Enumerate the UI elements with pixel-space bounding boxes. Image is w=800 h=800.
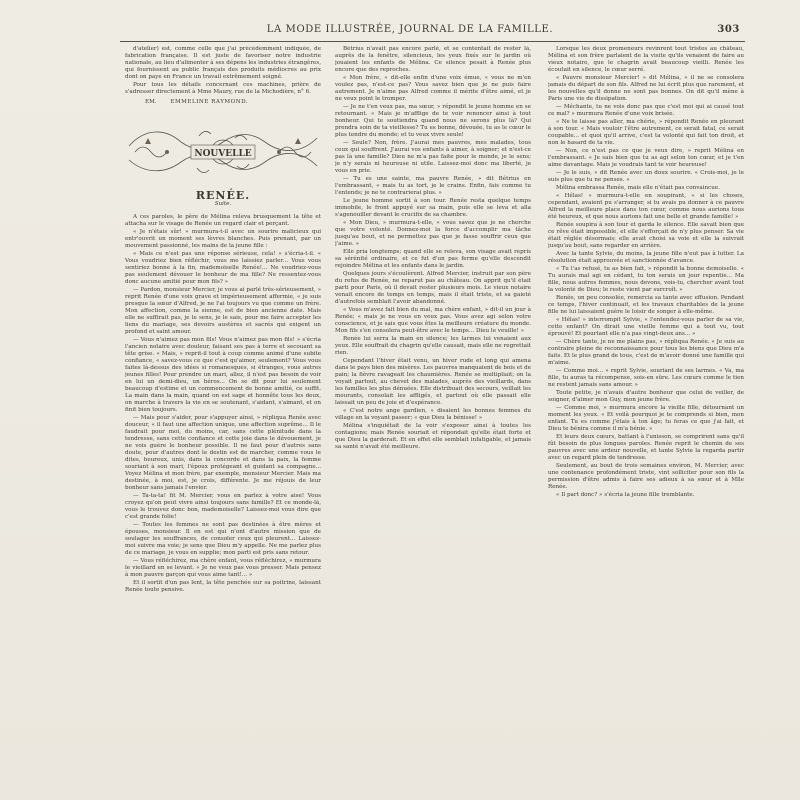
paragraph: Renée soupira à son tour et garda le silence. Elle savait bien que ce rêve était impossible, et elle s'efforçait de n'y plus penser. Sa vie était réglée désormais; elle avait choisi sa voie et elle la suivrait jusqu'au bout, sans regarder en arrière. <box>548 222 744 249</box>
column-3 <box>548 46 744 786</box>
paragraph: Avec la tante Sylvie, du moins, la jeune fille n'eut pas à lutter. La résolution était approuvée et sanctionnée d'avance. <box>548 251 744 264</box>
paragraph: — Mais pour s'aider, pour s'appuyer ainsi, » répliqua Renée avec douceur, « il faut une affection unique, une affection suprême... Il le faudrait pour moi, du moins, car, sans cette plénitude dans la tendresse, sans cette confiance et cette joie dans le dévouement, je ne vois guère le bonheur possible. Il ne faut pour d'autres sans doute, pour d'autres dont le destin est de marcher, comme vous le dites, heureux, unis, dans la concorde et dans la paix, la femme souriant à son mari, l'époux protégeant et guidant sa compagne... Voyez Mélina et mon frère, par exemple, monsieur Mercier. Mais ma destinée, à moi, est, je crois, différente. Je me réjouis de leur bonheur sans jamais l'envier. <box>125 415 321 491</box>
column-fade <box>335 776 531 786</box>
signoff-initials: EM. <box>145 99 157 105</box>
paragraph: Mélina embrassa Renée, mais elle n'était pas convaincue. <box>556 185 720 191</box>
paragraph: Lorsque les deux promeneurs revinrent tout tristes au château, Mélina et son frère parlaient de la visite qu'ils venaient de faire au vieux notaire, que le chagrin avait beaucoup vieilli. Renée les écoutait en silence, le cœur serré. <box>548 46 744 73</box>
paragraph: Toute petite, je n'avais d'autre bonheur que celui de veiller, de soigner, d'aimer mon Guy, mon jeune frère. <box>548 390 744 403</box>
paragraph: Le jeune homme sortit à son tour. Renée resta quelque temps immobile, le front appuyé sur sa main, puis elle se leva et alla s'agenouiller devant le crucifix de sa chambre. <box>335 198 531 218</box>
journal-title: LA MODE ILLUSTRÉE, JOURNAL DE LA FAMILLE. <box>266 24 554 35</box>
banner-label: NOUVELLE <box>194 149 252 159</box>
column-2 <box>335 46 531 786</box>
paragraph: Bétrius n'avait pas encore parlé, et se contentait de rester là, auprès de la fenêtre, silencieux, les yeux fixés sur le jardin où jouaient les enfants de Mélina. Ce silence pesait à Renée plus encore que des reproches. <box>335 46 531 73</box>
ornament-banner-icon <box>125 116 321 186</box>
header-rule <box>120 41 745 42</box>
paragraph: — Chère tante, je ne me plains pas, » répliqua Renée. « Je suis au contraire pleine de reconnaissance pour tous les biens que Dieu m'a faits. Et le plus grand de tous, c'est de m'avoir donné une famille qui m'aime. <box>548 339 744 366</box>
paragraph: d'atelier) est, comme celle que j'ai précédemment indiquée, de fabrication française. Il est juste de favoriser notre industrie nationale, au lieu d'alimenter à ses dépens les industries étrangères, qui fournissent au public français des produits médiocres au prix dont on paye en France un travail extrêmement soigné. <box>125 46 321 80</box>
paragraph: Et il sortit d'un pas lent, la tête penchée sur sa poitrine, laissant Renée toute pensive. <box>125 580 321 593</box>
paragraph: « Tu l'as refusé, tu as bien fait, » répondit la bonne demoiselle. « Tu aurais mal agi en cédant, tu ton serais un jour repentie... Ma fille, nous autres femmes, nous devons, vois-tu, chercher avant tout la volonté de Dieu; le reste vient par surcroît. » <box>548 266 744 293</box>
paragraph: Et leurs deux cœurs, battant à l'unisson, se comprirent sans qu'il fût besoin de plus longues paroles. Renée reprit le chemin de ses pauvres avec une ardeur nouvelle, et tante Sylvie la regarda partir avec un regard plein de tendresse. <box>548 434 744 461</box>
signoff <box>125 99 321 106</box>
story-title: RENÉE. <box>195 189 251 202</box>
paragraph: « Hélas! » interrompit Sylvie, « l'entendez-vous parler de sa vie, cette enfant? On dirait une vieille femme qui a tout vu, tout éprouvé! Et pourtant elle n'a pas vingt-deux ans... » <box>548 317 744 337</box>
column-fade <box>548 776 744 786</box>
paragraph: Cependant l'hiver était venu, un hiver rude et long qui amena dans le pays bien des misères. Les pauvres manquaient de bois et de pain; la fièvre ravageait les chaumières. Renée se multipliait; on la voyait partout, au chevet des malades, auprès des vieillards, dans les familles les plus dénuées. Elle distribuait des secours, veillait les mourants, consolait les affligés, et partout où elle passait elle laissait un peu de joie et d'espérance. <box>335 358 531 406</box>
running-head <box>120 24 740 40</box>
paragraph: — Méchante, tu ne vois donc pas que c'est moi qui ai causé tout ce mal? » murmura Renée d'une voix brisée. <box>548 104 744 117</box>
paragraph: Mélina s'inquiétait de la voir s'exposer ainsi à toutes les contagions; mais Renée souriait et répondait qu'elle était forte et que Dieu la garderait. Et en effet elle semblait infatigable, et jamais sa santé n'avait été meilleure. <box>335 423 531 450</box>
paragraph: « Mais ce n'est pas une réponse sérieuse, cela! » s'écria-t-il. « Vous voudriez bien réfléchir, vous me laissiez parler... Vous vous sentiriez bonne à la fin, mademoiselle Renée!... Ne voudriez-vous pas seulement dévouer le bonheur de ma fille? Ne ressentez-vous donc aucune amitié pour mon fils? » <box>125 251 321 285</box>
column-fade <box>125 776 321 786</box>
paragraph: — Vous n'aimez pas mon fils! Vous n'aimez pas mon fils! » s'écria l'ancien notaire avec douleur, faisant ses pas à terre et secouant sa tête grise. « Mais, » reprit-il tout à coup comme animé d'une subite confiance, « savez-vous ce que c'est qu'aimer, seulement? Vous vous faites là-dessus des idées si romanesques, si étranges, vous autres jeunes filles! Pour prendre un mari, allez, il n'est pas besoin de voir en lui un demi-dieu, un héros... On se dit pour lui seulement beaucoup d'estime et un commencement de bonne amitié, ce suffit. La main dans la main, quand on est sage et honnête tous les deux, on marche à travers la vie en se soutenant, s'aidant, s'aimant, et on finit bien toujours. <box>125 337 321 413</box>
paragraph: Elle pria longtemps; quand elle se releva, son visage avait repris sa sérénité ordinaire, et ce fut d'un pas ferme qu'elle descendit rejoindre Mélina et les enfants dans le jardin. <box>335 249 531 269</box>
paragraph: — Vous réfléchirez, ma chère enfant, vous réfléchirez, » murmura le vieillard en se levant. « Je ne veux pas vous presser. Mais pensez à mon pauvre garçon qui vous aime tant!... » <box>125 558 321 578</box>
paragraph: « Mon Dieu, » murmura-t-elle, « vous savez que je ne cherche que votre volonté. Donnez-moi la force d'accomplir ma tâche jusqu'au bout, et ne permettez pas que je fasse souffrir ceux que j'aime. » <box>335 220 531 247</box>
paragraph: « Ne te laisse pas aller, ma chérie, » répondit Renée en pleurant à son tour. « Mais vouloir l'être autrement, ce serait fatal, ce serait coupable... et quoi qu'il arrive, c'est ta volonté qui fait ton droit, et non le hasard de ta vie. <box>548 119 744 146</box>
paragraph: — Comme moi, » murmura encore la vieille fille, détournant un moment les yeux. « Et voilà pourquoi je te comprends si bien, mon enfant. Tu es comme j'étais à ton âge; tu feras ce que j'ai fait, et Dieu te bénira comme il m'a bénie. » <box>548 405 744 432</box>
story-subtitle: Suite. <box>214 201 232 207</box>
paragraph: « Il part donc? » s'écria la jeune fille tremblante. <box>556 492 695 498</box>
paragraph: Renée, un peu consolée, remercia sa tante avec effusion. Pendant ce temps, l'hiver continuait, et les travaux charitables de la jeune fille ne lui laissaient guère le loisir de songer à elle-même. <box>548 295 744 315</box>
column-1 <box>125 46 321 786</box>
paragraph: A ces paroles, le père de Mélina releva brusquement la tête et attacha sur le visage de Renée un regard clair et perçant. <box>125 214 321 227</box>
signoff-author: EMMELINE RAYMOND. <box>170 99 249 105</box>
paragraph: « Je n'étais sûr! » murmura-t-il avec un sourire malicieux qui entr'ouvrit un moment ses lèvres blanches. Puis prenant, par un mouvement passionné, les mains de la jeune fille : <box>125 229 321 249</box>
paragraph: Quelques jours s'écoulèrent. Alfred Mercier, instruit par son père du refus de Renée, ne reparut pas au château. On apprit qu'il était parti pour Paris, où il devait rester plusieurs mois. Le vieux notaire venait encore de temps en temps, mais il était triste, et sa gaieté d'autrefois semblait l'avoir abandonné. <box>335 271 531 305</box>
paragraph: « C'est notre ange gardien, » disaient les bonnes femmes du village en la voyant passer; « que Dieu la bénisse! » <box>335 408 531 421</box>
paragraph: « Hélas! » murmura-t-elle en soupirant, « si les choses, cependant, avaient pu s'arranger, si tu avais pu donner à ce pauvre Alfred la meilleure place dans ton cœur, comme nous aurions tous été heureux, et que nous aurions fait une belle et grande famille! » <box>548 193 744 220</box>
paragraph: — Comme moi... » reprit Sylvie, souriant de ses larmes. « Va, ma fille, tu auras ta récompense, sois-en sûre. Les cœurs comme le tien ne restent jamais sans amour. » <box>548 368 744 388</box>
paragraph: — Je ne t'en veux pas, ma sœur, » répondit le jeune homme en se retournant. « Mais je m'afflige de te voir renoncer ainsi à tout bonheur. Qui te soutiendra quand nous ne serons plus là? Qui prendra soin de ta vieillesse? Tu es bonne, dévouée, tu as le cœur le plus tendre du monde; et tu veux vivre seule! <box>335 104 531 138</box>
paragraph: — Pardon, monsieur Mercier, je vous ai parlé très-sérieusement, » reprit Renée d'une voix grave et impérieusement affermie, « je suis presque la sœur d'Alfred, je ne l'ai toujours vu que comme un frère. Mon affection, comme la sienne, est de bien ancienne date. Mais elle ne suffirait pas, je le sens, je le sais, pour me faire accepter les liens du mariage, ses devoirs austères et sacrés qui exigent un profond et saint amour. <box>125 287 321 335</box>
paragraph: — Ta-ta-ta! fit M. Mercier, vous en parlez à votre aise! Vous croyez qu'on peut vivre ainsi toujours sans famille? Et ce monde-là, vous le trouvez donc bon, mademoiselle? Laissez-moi vous dire que c'est grande folie! <box>125 493 321 520</box>
paragraph: — Je le suis, » dit Renée avec un doux sourire. « Crois-moi, je le suis plus que tu ne penses. » <box>548 170 744 183</box>
paragraph: Pour tous les détails concernant ces machines, prière de s'adresser directement à Mme Maury, rue de la Michodière, n° 6. <box>125 82 321 95</box>
page-number: 303 <box>717 24 740 35</box>
paragraph: — Tu es une sainte, ma pauvre Renée, » dit Bétrius en l'embrassant, « mais tu as tort, je le crains. Enfin, fais comme tu l'entends; je ne te contrarierai plus. » <box>335 176 531 196</box>
paragraph: Seulement, au bout de trois semaines environ, M. Mercier, avec une contenance profondément triste, vint solliciter pour son fils la permission d'être admis à faire ses adieux à sa sœur et à Mlle Renée. <box>548 463 744 490</box>
paragraph: — Seule? Non, frère. J'aurai mes pauvres, mes malades, tous ceux qui souffrent. J'aurai vos enfants à aimer, à soigner; et n'est-ce pas là une famille? Dieu ne m'a pas faite pour le monde, je le sens; je n'y serais ni heureuse ni utile. Laissez-moi donc ma liberté, je vous en prie. <box>335 140 531 174</box>
paragraph: Renée lui serra la main en silence; les larmes lui venaient aux yeux. Elle souffrait du chagrin qu'elle causait, mais elle ne regrettait rien. <box>335 336 531 356</box>
paragraph: — Non, ce n'est pas ce que je veux dire, » reprit Mélina en l'embrassant. « Je sais bien que tu as agi selon ton cœur, et je t'en aime davantage. Mais je voudrais tant te voir heureuse! <box>548 148 744 168</box>
paragraph: « Vous m'avez fait bien du mal, ma chère enfant, » dit-il un jour à Renée; « mais je ne vous en veux pas. Vous avez agi selon votre conscience, et je sais que vous êtes la meilleure créature du monde. Mon fils s'en consolera peut-être avec le temps... Dieu le veuille! » <box>335 307 531 334</box>
paragraph: « Pauvre monsieur Mercier! » dit Mélina, « il ne se consolera jamais du départ de son fils. Alfred ne lui écrit plus que rarement, et les nouvelles qu'il donne ne sont pas bonnes. On dit qu'il mène à Paris une vie de dissipation. <box>548 75 744 102</box>
nouvelle-banner <box>125 116 321 186</box>
paragraph: — Toutes les femmes ne sont pas destinées à être mères et épouses, monsieur. Il en est qui n'ont d'autre mission que de soulager les souffrances, de consoler ceux qui pleurent... Laissez-moi suivre ma voie; je sens que Dieu m'y appelle. Ne me parlez plus de ce mariage, je vous en supplie; mon parti est pris sans retour. <box>125 522 321 556</box>
paragraph: « Mon frère, » dit-elle enfin d'une voix émue, « vous ne m'en voulez pas, n'est-ce pas? Vous savez bien que je ne puis faire autrement. Je n'aime pas Alfred comme il mérite d'être aimé, et je ne veux point le tromper. <box>335 75 531 102</box>
